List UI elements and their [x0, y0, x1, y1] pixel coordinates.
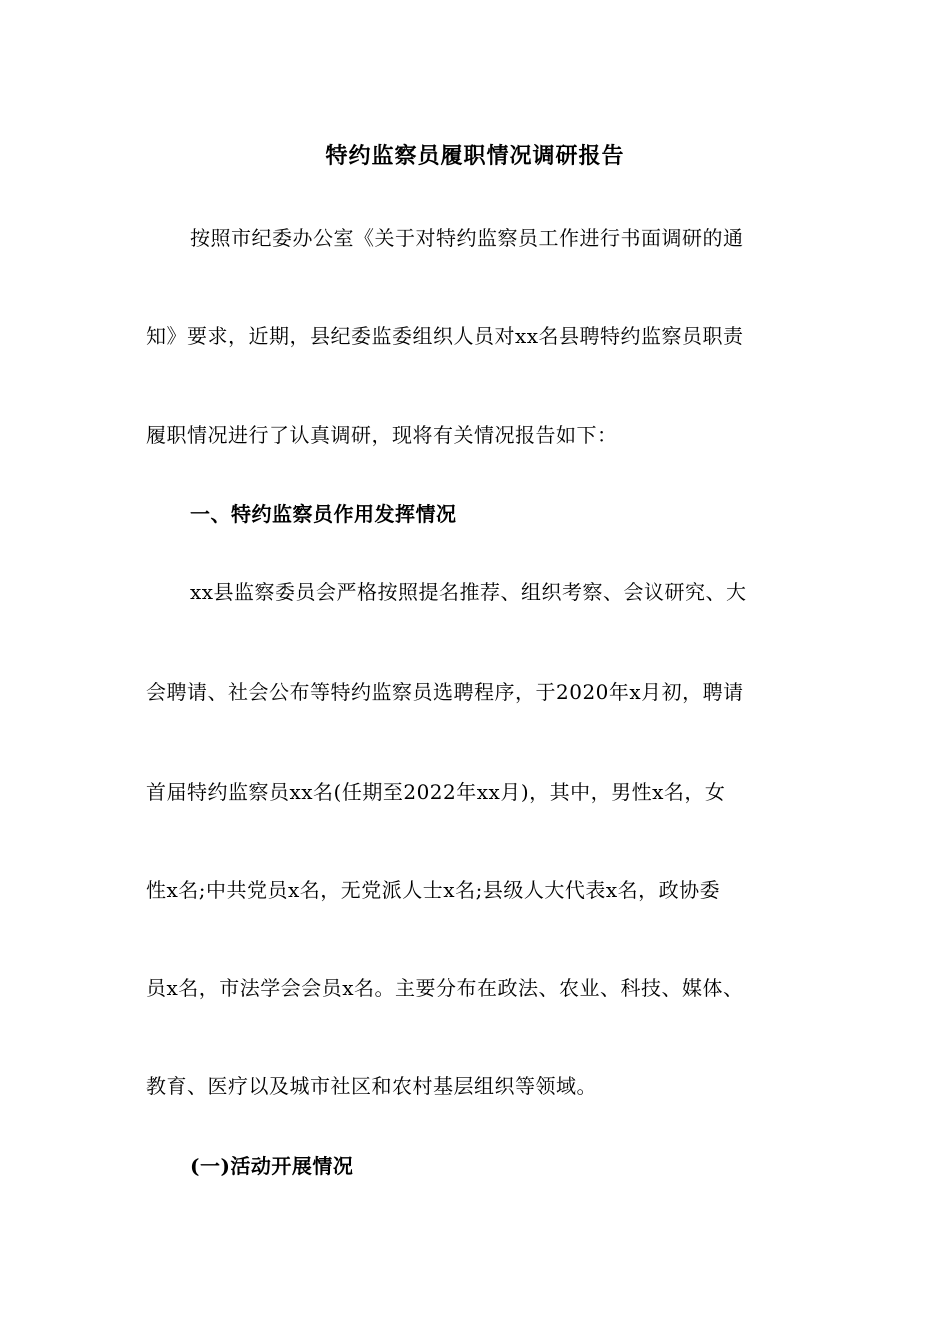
paragraph-line: 首届特约监察员xx名(任期至2022年xx月)，其中，男性x名，女: [146, 780, 726, 804]
paragraph-line: 教育、医疗以及城市社区和农村基层组织等领域。: [146, 1074, 597, 1098]
paragraph-line: 按照市纪委办公室《关于对特约监察员工作进行书面调研的通: [190, 226, 744, 250]
paragraph-line: 会聘请、社会公布等特约监察员选聘程序，于2020年x月初，聘请: [146, 680, 744, 704]
paragraph-line: 履职情况进行了认真调研，现将有关情况报告如下：: [146, 423, 618, 447]
paragraph-line: 知》要求，近期，县纪委监委组织人员对xx名县聘特约监察员职责: [146, 324, 744, 348]
section-heading: 一、特约监察员作用发挥情况: [190, 502, 457, 526]
paragraph-line: xx县监察委员会严格按照提名推荐、组织考察、会议研究、大: [190, 580, 747, 604]
subsection-heading: (一)活动开展情况: [190, 1154, 354, 1178]
paragraph-line: 性x名;中共党员x名，无党派人士x名;县级人大代表x名，政协委: [146, 878, 721, 902]
paragraph-line: 员x名，市法学会会员x名。主要分布在政法、农业、科技、媒体、: [146, 976, 744, 1000]
document-title: 特约监察员履职情况调研报告: [325, 143, 625, 169]
